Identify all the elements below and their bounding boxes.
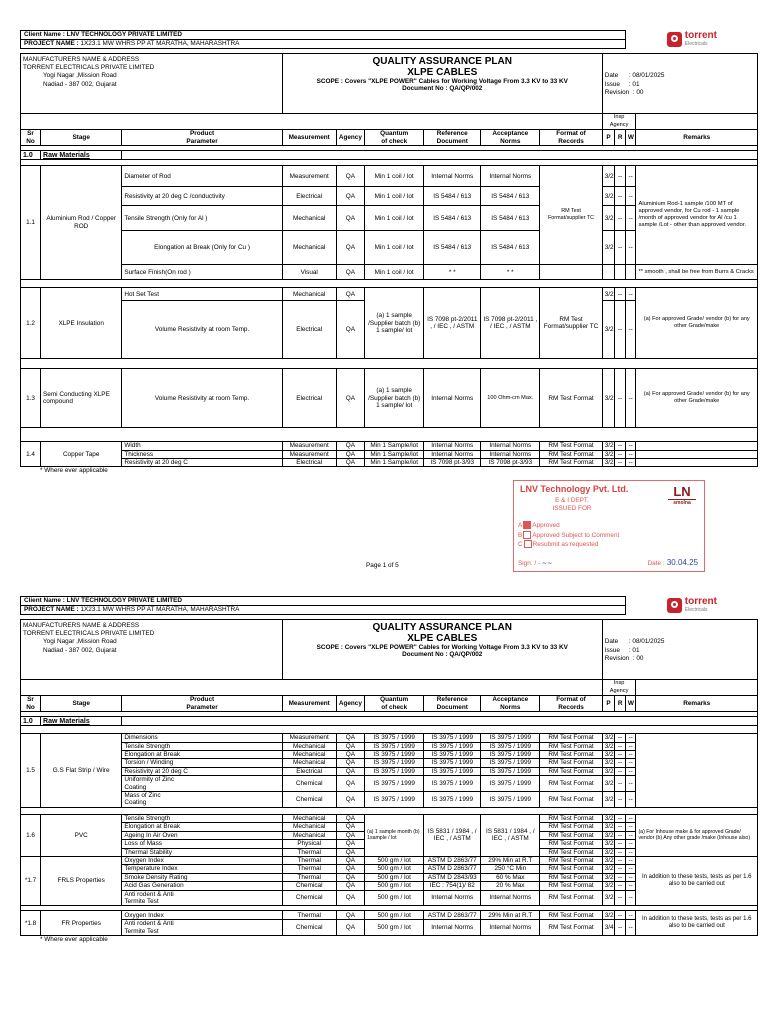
table-row: Anti rodent & Anti Termite Test Chemical QA 500 gm / lot Internal Norms Internal Norms RM Test Format 3/4 -- -- [21,920,758,936]
lnv-logo: LN smolna [668,485,696,515]
table-row: Temperature Index Thermal QA 500 gm / lot ASTM D 2863/77 250 °C Min RM Test Format 3/2 -- -- [21,865,758,873]
table-row: Torsion / Winding Mechanical QA IS 3975 / 1999 IS 3975 / 1999 IS 3975 / 1999 RM Test Format 3/2 -- -- [21,759,758,767]
table-row: Resistivity at 20 deg C /conductivity Electrical QA Min 1 coil / lot IS 5484 / 613 IS 5484 / 613 3/2 -- -- [21,187,758,206]
revision-block: Date : 08/01/2025 Issue : 01 Revision : 00 [602,620,757,680]
table-row: Loss of Mass Physical QA RM Test Format 3/2 -- -- [21,840,758,848]
table-row: 1.1 Aluminium Rod / Copper ROD Diameter of Rod Measurement QA Min 1 coil / lot Internal Norms Internal Norms RM Test Format/supplier TC 3/2 -- -- Aluminium Rod-1 sample /100 MT of approved vendor, for Cu rod - 1 sample /month of approved vendor for Al /cu 1 sample /Lot - other than approved vendor. [21,166,758,187]
table-row: Tensile Strength Mechanical QA IS 3975 / 1999 IS 3975 / 1999 IS 3975 / 1999 RM Test Format 3/2 -- -- [21,742,758,750]
approved-comment-checkbox [523,531,531,539]
page-number: Page 1 of 5 [366,562,399,569]
table-row: Tensile Strength (Only for Al ) Mechanical QA Min 1 coil / lot IS 5484 / 613 IS 5484 / 613 3/2 -- -- [21,206,758,231]
footnote: * Where ever applicable [40,467,108,475]
table-row: Thickness Measurement QA Min 1 Sample/lot Internal Norms Internal Norms RM Test Format 3/2 -- -- [21,450,758,458]
client-header [20,596,758,615]
table-row: 1.4 Copper Tape Width Measurement QA Min 1 Sample/lot Internal Norms Internal Norms RM Test Format 3/2 -- -- [21,442,758,450]
table-row: 1.5 G.S Flat Strip / Wire Dimensions Measurement QA IS 3975 / 1999 IS 3975 / 1999 IS 3975 / 1999 RM Test Format 3/2 -- -- [21,734,758,742]
column-header-row: Sr No Stage Product Parameter Measurement Agency Quantum of check Reference Document Acceptance Norms Format of Records P R W Remarks [21,130,758,146]
table-row: Elongation at Break Mechanical QA RM Test Format 3/2 -- -- [21,823,758,831]
manufacturer-block: MANUFACTURERS NAME & ADDRESS TORRENT ELECTRICALS PRIVATE LIMITED Yogi Nagar ,Mission Road Nadiad - 387 002, Gujarat [21,54,283,114]
qap-title-block: QUALITY ASSURANCE PLAN XLPE CABLES SCOPE : Covers "XLPE POWER" Cables for Working Voltage From 3.3 KV to 33 KV Document No : QA/QP/002 [282,54,602,114]
qap-title-block: QUALITY ASSURANCE PLAN XLPE CABLES SCOPE : Covers "XLPE POWER" Cables for Working Voltage From 3.3 KV to 33 KV Document No : QA/QP/002 [282,620,602,680]
resubmit-checkbox [524,540,532,548]
table-row: 1.2 XLPE Insulation Hot Set Test Mechanical QA (a) 1 sample /Supplier batch (b) 1 sample/ lot IS 7098 pt-2/2011 , / IEC , / ASTM IS 7098 pt-2/2011 , / IEC , / ASTM RM Test Format/supplier TC 3/2 -- -- (a) For approved Grade/ vendor (b) for any other Grade/make [21,288,758,301]
table-row: 1.6 PVC Tensile Strength Mechanical QA (a) 1 sample month (b) 1sample / lot IS 5831 / 1984 , / IEC , / ASTM IS 5831 / 1984 , / IEC , / ASTM RM Test Format 3/2 -- -- (a) For Inhouse make & for approved Grade/ vendor (b) Any other grade /make (Inhouse also) [21,814,758,822]
table-row: Acid Gas Generation Chemical QA 500 gm / lot IEC : 754(1)/ 82 20 % Max RM Test Format 3/2 -- -- [21,882,758,890]
client-name: Client Name : LNV TECHNOLOGY PRIVATE LIMITED [21,597,626,606]
project-name: PROJECT NAME : 1X23.1 MW WHRS PP AT MARATHA, MAHARASHTRA [21,606,626,615]
table-row: Anti rodent & Anti Termite Test Chemical QA 500 gm / lot Internal Norms Internal Norms RM Test Format 3/2 -- -- [21,890,758,906]
torrent-logo-icon [667,598,682,613]
footnote: * Where ever applicable [40,936,108,944]
section-raw-materials: 1.0 Raw Materials [21,151,758,160]
table-row: Mass of Zinc Coating Chemical QA IS 3975 / 1999 IS 3975 / 1999 IS 3975 / 1999 RM Test Format 3/2 -- -- [21,792,758,808]
table-row: Elongation at Break (Only for Cu ) Mechanical QA Min 1 coil / lot IS 5484 / 613 IS 5484 / 613 3/2 -- -- [21,231,758,265]
torrent-logo-icon [667,32,682,47]
table-row: Thermal Stability Thermal QA RM Test Format 3/2 -- -- [21,848,758,856]
section-raw-materials: 1.0 Raw Materials [21,717,758,726]
stamp-options: A Approved B Approved Subject to Comment C Resubmit as requested [518,522,620,548]
qap-table-1: MANUFACTURERS NAME & ADDRESS TORRENT ELECTRICALS PRIVATE LIMITED Yogi Nagar ,Mission Road Nadiad - 387 002, Gujarat QUALITY ASSURANCE PLAN XLPE CABLES SCOPE : Covers "XLPE POWER" Cables for Working Voltage From 3.3 KV to 33 KV Document No : QA/QP/002 Date : 08/01/2025 Issue : 01 Revision : 00 Insp Agency Sr No Stage Product Parameter Measurement Agency Quantum of check Reference Document Acceptance Norms Format of Records P R W Remarks 1.0 Raw Materials 1.1 Aluminium Rod / Copper ROD Diameter of Rod Measurement QA Min 1 coil / lot Internal Norms Internal Norms RM Test Format/supplier TC 3/2 -- -- Aluminium Rod-1 sample /100 MT of approved vendor, for Cu rod - 1 sample /month of approved vendor for Al /cu 1 sample /Lot - other than approved vendor. Resistivity at 20 deg C /conductivity Electrical QA Min 1 coil / lot IS 5484 / 613 IS 5484 / 613 3/2 -- -- Tensile Strength (Only for Al ) Mechanical QA Min 1 coil / lot IS 5484 / 613 IS 5484 / 613 3/2 -- -- Elongation at Break (Only for Cu ) Mechanical QA Min 1 coil / lot IS 5484 / 613 IS 5484 / 613 3/2 -- -- Surface Finish(On rod ) Visual QA Min 1 coil / lot * * * * ** smooth , shall be free from Burrs & Cracks 1.2 XLPE Insulation Hot Set Test Mechanical QA (a) 1 sample /Supplier batch (b) 1 sample/ lot IS 7098 pt-2/2011 , / IEC , / ASTM IS 7098 pt-2/2011 , / IEC , / ASTM RM Test Format/supplier TC 3/2 -- -- (a) For approved Grade/ vendor (b) for any other Grade/make Volume Resistivity at room Temp. Electrical QA 3/2 -- -- 1.3 Semi Conducting XLPE compound Volume Resistivity at room Temp. Electrical QA (a) 1 sample /Supplier batch (b) 1 sample/ lot Internal Norms 100 Ohm-cm Max. RM Test Format 3/2 -- -- (a) For approved Grade/ vendor (b) for any other Grade/make 1.4 Copper Tape Width Measurement QA Min 1 Sample/lot Internal Norms Internal Norms RM Test Format 3/2 -- -- Thickness Measurement QA Min 1 Sample/lot Internal Norms Internal Norms RM Test Format 3/2 -- -- Resistivity at 20 deg C Electrical QA Min 1 Sample/lot IS 7098 pt-3/93 IS 7098 pt-3/93 RM Test Format 3/2 -- -- [20,53,758,467]
client-name: Client Name : LNV TECHNOLOGY PRIVATE LIMITED [21,31,626,40]
project-name: PROJECT NAME : 1X23.1 MW WHRS PP AT MARATHA, MAHARASHTRA [21,40,626,49]
table-row: *1.8 FR Properties Oxygen Index Thermal QA 500 gm / lot ASTM D 2863/77 29% Min at R.T RM Test Format 3/2 -- -- In addition to these tests, tests as per 1.6 also to be carried out [21,911,758,920]
brand-logo: torrent Electricals [625,597,758,615]
qap-page-1 [20,30,758,475]
table-row: Surface Finish(On rod ) Visual QA Min 1 coil / lot * * * * ** smooth , shall be free from Burrs & Cracks [21,265,758,280]
revision-block: Date : 08/01/2025 Issue : 01 Revision : 00 [602,54,757,114]
manufacturer-block: MANUFACTURERS NAME & ADDRESS TORRENT ELECTRICALS PRIVATE LIMITED Yogi Nagar ,Mission Road Nadiad - 387 002, Gujarat [21,620,283,680]
table-row: 1.3 Semi Conducting XLPE compound Volume Resistivity at room Temp. Electrical QA (a) 1 sample /Supplier batch (b) 1 sample/ lot Internal Norms 100 Ohm-cm Max. RM Test Format 3/2 -- -- (a) For approved Grade/ vendor (b) for any other Grade/make [21,369,758,428]
stamp-sign: Sign. / - ~~ [518,559,553,567]
qap-page-2 [20,596,758,944]
stamp-date: Date : 30.04.25 [647,558,698,567]
table-row: Elongation at Break Mechanical QA IS 3975 / 1999 IS 3975 / 1999 IS 3975 / 1999 RM Test Format 3/2 -- -- [21,751,758,759]
table-row: Ageing In Air Oven Mechanical QA RM Test Format 3/2 -- -- [21,831,758,839]
table-row: Smoke Density Rating Thermal QA 500 gm / lot ASTM D 2843/93 60 % Max RM Test Format 3/2 -- -- [21,873,758,881]
client-header [20,30,758,49]
stamp-company: LNV Technology Pvt. Ltd. [520,484,629,494]
table-row: *1.7 FRLS Properties Oxygen Index Thermal QA 500 gm / lot ASTM D 2863/77 29% Min at R.T RM Test Format 3/2 -- -- In addition to these tests, tests as per 1.6 also to be carried out [21,856,758,864]
brand-logo: torrent Electricals [625,31,758,49]
table-row: Uniformity of Zinc Coating Chemical QA IS 3975 / 1999 IS 3975 / 1999 IS 3975 / 1999 RM Test Format 3/2 -- -- [21,776,758,792]
table-row: Resistivity at 20 deg C Electrical QA Min 1 Sample/lot IS 7098 pt-3/93 IS 7098 pt-3/93 RM Test Format 3/2 -- -- [21,459,758,467]
table-row: Volume Resistivity at room Temp. Electrical QA 3/2 -- -- [21,301,758,359]
qap-table-2: MANUFACTURERS NAME & ADDRESS TORRENT ELECTRICALS PRIVATE LIMITED Yogi Nagar ,Mission Road Nadiad - 387 002, Gujarat QUALITY ASSURANCE PLAN XLPE CABLES SCOPE : Covers "XLPE POWER" Cables for Working Voltage From 3.3 KV to 33 KV Document No : QA/QP/002 Date : 08/01/2025 Issue : 01 Revision : 00 Insp Agency Sr No Stage Product Parameter Measurement Agency Quantum of check Reference Document Acceptance Norms Format of Records P R W Remarks 1.0 Raw Materials 1.5 G.S Flat Strip / Wire Dimensions Measurement QA IS 3975 / 1999 IS 3975 / 1999 IS 3975 / 1999 RM Test Format 3/2 -- -- Tensile Strength Mechanical QA IS 3975 / 1999 IS 3975 / 1999 IS 3975 / 1999 RM Test Format 3/2 -- -- Elongation at Break Mechanical QA IS 3975 / 1999 IS 3975 / 1999 IS 3975 / 1999 RM Test Format 3/2 -- -- Torsion / Winding Mechanical QA IS 3975 / 1999 IS 3975 / 1999 IS 3975 / 1999 RM Test Format 3/2 -- -- Resistivity at 20 deg C Electrical QA IS 3975 / 1999 IS 3975 / 1999 IS 3975 / 1999 RM Test Format 3/2 -- -- Uniformity of Zinc Coating Chemical QA IS 3975 / 1999 IS 3975 / 1999 IS 3975 / 1999 RM Test Format 3/2 -- -- Mass of Zinc Coating Chemical QA IS 3975 / 1999 IS 3975 / 1999 IS 3975 / 1999 RM Test Format 3/2 -- -- 1.6 PVC Tensile Strength Mechanical QA (a) 1 sample month (b) 1sample / lot IS 5831 / 1984 , / IEC , / ASTM IS 5831 / 1984 , / IEC , / ASTM RM Test Format 3/2 -- -- (a) For Inhouse make & for approved Grade/ vendor (b) Any other grade /make (Inhouse also) Elongation at Break Mechanical QA RM Test Format 3/2 -- -- Ageing In Air Oven Mechanical QA RM Test Format 3/2 -- -- Loss of Mass Physical QA RM Test Format 3/2 -- -- Thermal Stability Thermal QA RM Test Format 3/2 -- -- *1.7 FRLS Properties Oxygen Index Thermal QA 500 gm / lot ASTM D 2863/77 29% Min at R.T RM Test Format 3/2 -- -- In addition to these tests, tests as per 1.6 also to be carried out Temperature Index Thermal QA 500 gm / lot ASTM D 2863/77 250 °C Min RM Test Format 3/2 -- -- Smoke Density Rating Thermal QA 500 gm / lot ASTM D 2843/93 60 % Max RM Test Format 3/2 -- -- Acid Gas Generation Chemical QA 500 gm / lot IEC : 754(1)/ 82 20 % Max RM Test Format 3/2 -- -- Anti rodent & Anti Termite Test Chemical QA 500 gm / lot Internal Norms Internal Norms RM Test Format 3/2 -- -- *1.8 FR Properties Oxygen Index Thermal QA 500 gm / lot ASTM D 2863/77 29% Min at R.T RM Test Format 3/2 -- -- In addition to these tests, tests as per 1.6 also to be carried out Anti rodent & Anti Termite Test Chemical QA 500 gm / lot Internal Norms Internal Norms RM Test Format 3/4 -- -- [20,619,758,936]
approved-checkbox [523,521,531,529]
column-header-row: Sr No Stage Product Parameter Measurement Agency Quantum of check Reference Document Acceptance Norms Format of Records P R W Remarks [21,696,758,712]
table-row: Resistivity at 20 deg C Electrical QA IS 3975 / 1999 IS 3975 / 1999 IS 3975 / 1999 RM Test Format 3/2 -- -- [21,767,758,775]
approval-stamp: LNV Technology Pvt. Ltd. LN smolna E & I DEPT. ISSUED FOR A Approved B Approved Subject to Comment C Resubmit as requested Sign. / - ~~ Date : 30.04.25 [513,480,705,572]
